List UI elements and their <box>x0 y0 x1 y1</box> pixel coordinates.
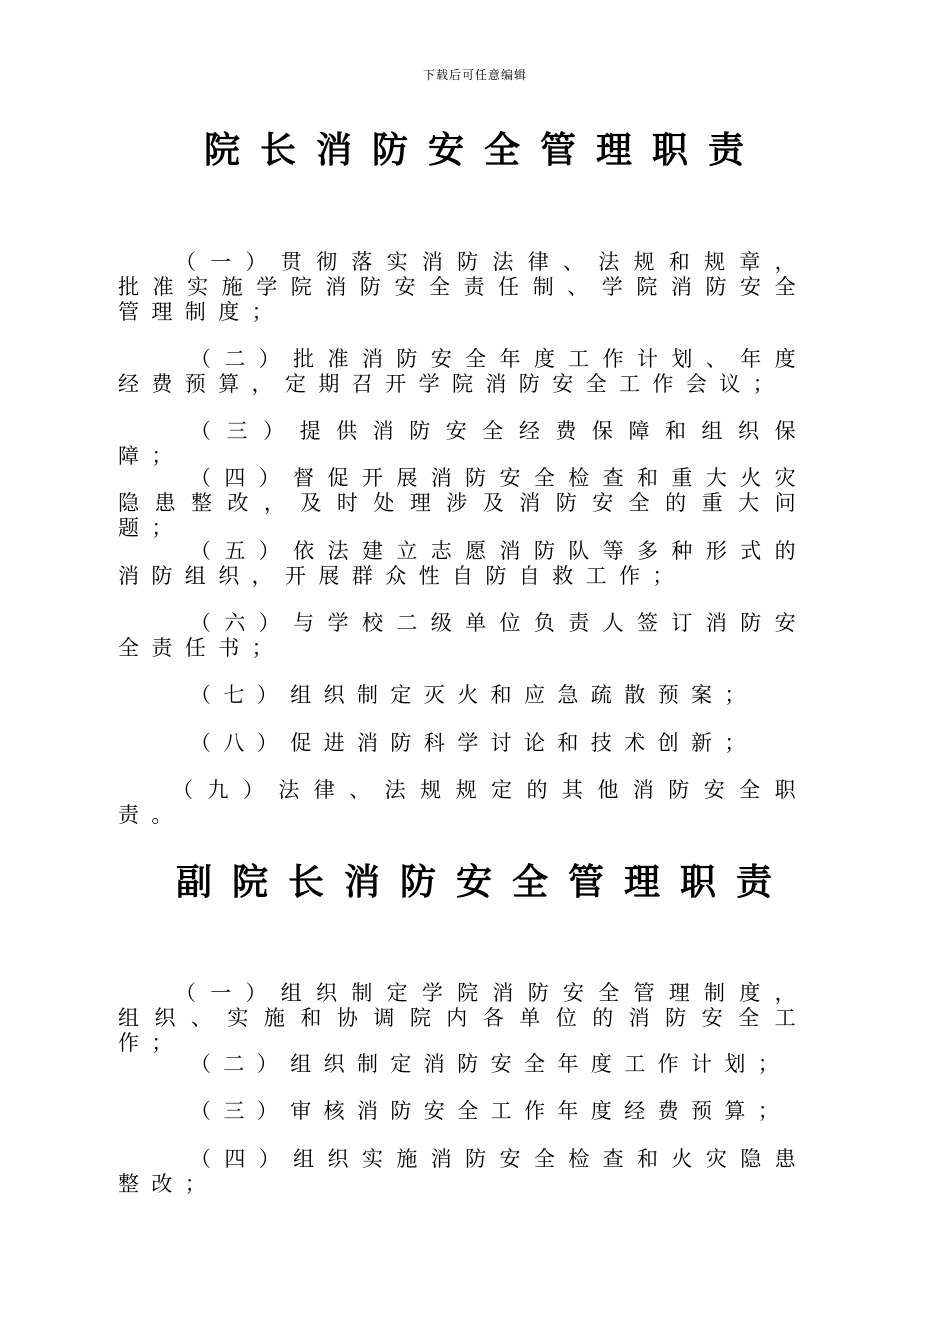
section-1-item-5: （五）依法建立志愿消防队等多种形式的消防组织，开展群众性自防自救工作； <box>118 539 808 588</box>
section-1-item-2: （二）批准消防安全年度工作计划、年度经费预算，定期召开学院消防安全工作会议； <box>118 347 808 396</box>
section-2-item-4: （四）组织实施消防安全检查和火灾隐患整改； <box>118 1147 808 1196</box>
section-2-item-2: （二）组织制定消防安全年度工作计划； <box>190 1052 792 1076</box>
header-note: 下载后可任意编辑 <box>422 68 527 82</box>
section-1-item-8: （八）促进消防科学讨论和技术创新； <box>190 731 758 755</box>
section-2-item-3: （三）审核消防安全工作年度经费预算； <box>190 1099 792 1123</box>
section-1-item-9: （九）法律、法规规定的其他消防安全职责。 <box>118 778 808 827</box>
section-1-item-3: （三）提供消防安全经费保障和组织保障； <box>118 419 808 468</box>
section-2-item-1: （一）组织制定学院消防安全管理制度，组织、实施和协调院内各单位的消防安全工作； <box>118 981 808 1055</box>
section-2-title: 副院长消防安全管理职责 <box>175 861 792 903</box>
section-1-title: 院长消防安全管理职责 <box>203 129 764 171</box>
section-1-item-6: （六）与学校二级单位负责人签订消防安全责任书； <box>118 611 808 660</box>
section-1-item-7: （七）组织制定灭火和应急疏散预案； <box>190 683 758 707</box>
section-1-item-4: （四）督促开展消防安全检查和重大火灾隐患整改，及时处理涉及消防安全的重大问题； <box>118 466 808 540</box>
section-1-item-1: （一）贯彻落实消防法律、法规和规章，批准实施学院消防安全责任制、学院消防安全管理制度； <box>118 250 808 324</box>
